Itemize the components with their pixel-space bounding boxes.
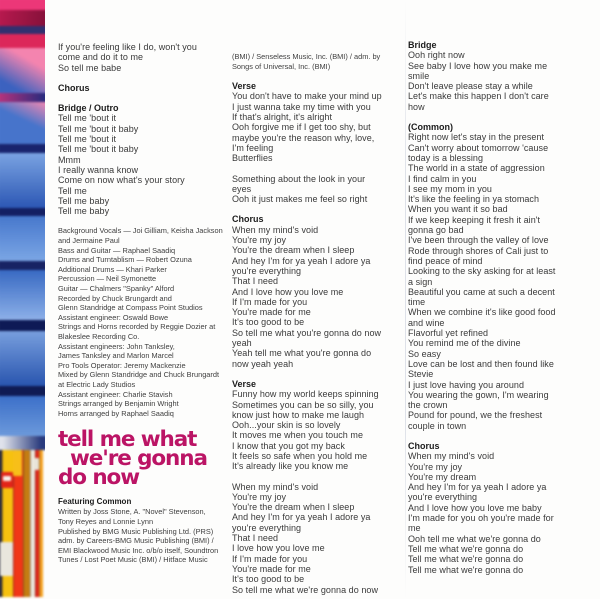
strip-band bbox=[0, 320, 45, 331]
text-line: If we keep keeping it fresh it ain't bbox=[408, 214, 541, 225]
strip-band bbox=[0, 144, 45, 153]
photo-strip bbox=[0, 0, 45, 599]
text-line: Tell me baby bbox=[58, 206, 110, 217]
text-line: You're my dream bbox=[408, 471, 477, 482]
text-line: gonna go bad bbox=[408, 225, 464, 236]
credits-block bbox=[58, 226, 228, 418]
song-title-line: tell me what bbox=[58, 427, 197, 453]
text-line: Additional Drums — Khari Parker bbox=[58, 264, 167, 274]
text-line: Assistant engineer: Charlie Stavish bbox=[58, 389, 173, 399]
section-heading: Verse bbox=[232, 378, 257, 389]
text-line: Mmm bbox=[58, 154, 81, 165]
text-line: at Electric Lady Studios bbox=[58, 379, 136, 389]
column-left bbox=[58, 42, 228, 565]
text-line: Sometimes you can be so silly, you bbox=[232, 399, 374, 410]
text-line: Background Vocals — Joi Gilliam, Keisha Jackson bbox=[58, 226, 223, 236]
text-line: Horns arranged by Raphael Saadiq bbox=[58, 408, 174, 418]
song-title bbox=[58, 427, 228, 491]
strip-band bbox=[0, 102, 45, 144]
text-line: Mixed by Glenn Standridge and Chuck Brungardt bbox=[58, 370, 220, 380]
lyrics-block bbox=[408, 441, 594, 575]
text-line: adm. by Careers-BMG Music Publishing (BMI) / bbox=[58, 536, 214, 546]
strip-band bbox=[0, 270, 45, 320]
text-line: If I'm made for you bbox=[232, 296, 308, 307]
text-line: So tell me what you're gonna do now bbox=[232, 327, 382, 338]
text-line: yeah bbox=[232, 338, 252, 349]
strip-patch bbox=[34, 458, 39, 470]
lyrics-block bbox=[232, 81, 404, 163]
text-line: Strings arranged by Benjamin Wright bbox=[58, 399, 179, 409]
text-line: Tony Reyes and Lonnie Lynn bbox=[58, 516, 154, 526]
text-line: Butterflies bbox=[232, 153, 273, 164]
text-line: Looking to the sky asking for at least bbox=[408, 266, 556, 277]
text-line: And I love how you love me bbox=[232, 286, 344, 297]
lyrics-block bbox=[58, 42, 228, 73]
text-line: It moves me when you touch me bbox=[232, 430, 364, 441]
text-line: me bbox=[408, 523, 421, 534]
strip-band bbox=[0, 216, 45, 261]
text-line: couple in town bbox=[408, 420, 467, 431]
text-line: you're everything bbox=[408, 492, 478, 503]
strip-band bbox=[0, 0, 45, 10]
credits-block bbox=[232, 52, 404, 71]
text-line: You're my joy bbox=[408, 461, 463, 472]
text-line: Percussion — Neil Symonette bbox=[58, 274, 157, 284]
booklet-fold-crease bbox=[405, 0, 406, 599]
text-line: It's too good to be bbox=[232, 574, 305, 585]
text-line: come and do it to me bbox=[58, 52, 144, 63]
text-line: I see my mom in you bbox=[408, 183, 492, 194]
text-line: I just wanna take my time with you bbox=[232, 101, 371, 112]
text-line: And hey I'm for ya yeah I adore ya bbox=[232, 512, 371, 523]
text-line: maybe you're the reason why, love, bbox=[232, 132, 375, 143]
text-line: and wine bbox=[408, 317, 445, 328]
text-line: When my mind's void bbox=[232, 224, 319, 235]
text-line: Tell me baby bbox=[58, 195, 110, 206]
text-line: Something about the look in your bbox=[232, 173, 366, 184]
text-line: Blakeslee Recording Co. bbox=[58, 331, 140, 341]
text-line: Tunes / Lost Poet Music (BMI) / Hitface Music bbox=[58, 555, 208, 565]
lyrics-block bbox=[58, 103, 228, 216]
text-line: I find calm in you bbox=[408, 173, 477, 184]
text-line: Love can be lost and then found like bbox=[408, 358, 554, 369]
text-line: It's too good to be bbox=[232, 317, 305, 328]
lyrics-block bbox=[408, 122, 594, 431]
strip-band bbox=[0, 153, 45, 208]
text-line: EMI Blackwood Music Inc. o/b/o itself, Soundtron bbox=[58, 545, 219, 555]
text-line: So easy bbox=[408, 348, 441, 359]
strip-products bbox=[0, 450, 45, 597]
text-line: I've been through the valley of love bbox=[408, 235, 549, 246]
text-line: Ooh it just makes me feel so right bbox=[232, 194, 368, 205]
text-line: It's already like you know me bbox=[232, 461, 349, 472]
text-line: and Jermaine Paul bbox=[58, 236, 120, 246]
strip-patch bbox=[3, 476, 11, 481]
text-line: Can't worry about tomorrow 'cause bbox=[408, 142, 549, 153]
column-middle bbox=[232, 42, 404, 595]
text-line: That I need bbox=[232, 533, 279, 544]
text-line: a sign bbox=[408, 276, 433, 287]
credits-block bbox=[58, 497, 228, 565]
text-line: Assistant engineers: John Tanksley, bbox=[58, 341, 175, 351]
strip-band bbox=[0, 331, 45, 386]
text-line: you're everything bbox=[232, 265, 302, 276]
text-line: And I love how you love me baby bbox=[408, 502, 542, 513]
text-line: Ooh forgive me if I get too shy, but bbox=[232, 122, 371, 133]
text-line: You're made for me bbox=[232, 307, 311, 318]
strip-band bbox=[0, 93, 45, 102]
text-line: When my mind's void bbox=[232, 481, 319, 492]
strip-band bbox=[0, 48, 45, 93]
text-line: Ooh...your skin is so lovely bbox=[232, 420, 341, 431]
text-line: Funny how my world keeps spinning bbox=[232, 389, 379, 400]
text-line: It feels so safe when you hold me bbox=[232, 450, 368, 461]
text-line: Yeah tell me what you're gonna do bbox=[232, 348, 372, 359]
strip-patch bbox=[13, 450, 22, 476]
text-line: Tell me what we're gonna do bbox=[408, 564, 524, 575]
text-line: Recorded by Chuck Brungardt and bbox=[58, 293, 172, 303]
text-line: Tell me what we're gonna do bbox=[408, 543, 524, 554]
text-line: Pro Tools Operator: Jeremy Mackenzie bbox=[58, 360, 186, 370]
text-line: I love how you love me bbox=[232, 543, 325, 554]
strip-band bbox=[0, 386, 45, 396]
text-line: Come on now what's your story bbox=[58, 175, 185, 186]
text-line: Written by Joss Stone, A. "Novel" Stevenson, bbox=[58, 507, 206, 517]
lyrics-block bbox=[408, 40, 594, 112]
text-line: I really wanna know bbox=[58, 164, 138, 175]
section-heading: Chorus bbox=[58, 82, 90, 93]
text-line: Tell me what we're gonna do bbox=[408, 554, 524, 565]
text-line: I know that you got my back bbox=[232, 440, 345, 451]
text-line: know just how to make me laugh bbox=[232, 409, 365, 420]
text-line: Tell me 'bout it baby bbox=[58, 123, 139, 134]
text-line: I'm feeling bbox=[232, 142, 274, 153]
text-line: So tell me babe bbox=[58, 62, 122, 73]
text-line: If that's alright, it's alright bbox=[232, 112, 333, 123]
text-line: So tell me what we're gonna do now bbox=[232, 584, 379, 595]
text-line: Songs of Universal, Inc. (BMI) bbox=[232, 61, 331, 71]
text-line: today is a blessing bbox=[408, 152, 483, 163]
product-bar bbox=[23, 450, 30, 597]
text-line: That I need bbox=[232, 276, 279, 287]
text-line: Pound for pound, we the freshest bbox=[408, 410, 543, 421]
song-title-line: we're gonna bbox=[70, 446, 207, 472]
text-line: Bass and Guitar — Raphael Saadiq bbox=[58, 245, 176, 255]
section-heading: Verse bbox=[232, 81, 257, 92]
text-line: eyes bbox=[232, 183, 252, 194]
strip-band bbox=[0, 34, 45, 48]
lyrics-block bbox=[232, 482, 404, 595]
text-line: I'm made for you oh you're made for bbox=[408, 513, 554, 524]
strip-band bbox=[0, 10, 45, 26]
text-line: Assistant engineer: Oswald Bowe bbox=[58, 312, 169, 322]
text-line: you're everything bbox=[232, 522, 302, 533]
text-line: You're made for me bbox=[232, 563, 311, 574]
text-line: When we combine it's like good food bbox=[408, 307, 556, 318]
text-line: The world in a state of aggression bbox=[408, 163, 545, 174]
strip-band bbox=[0, 261, 45, 270]
text-line: When my mind's void bbox=[408, 451, 495, 462]
text-line: You remind me of the divine bbox=[408, 338, 521, 349]
lyrics-block bbox=[232, 214, 404, 368]
text-line: Strings and Horns recorded by Reggie Dozier at bbox=[58, 322, 216, 332]
strip-band bbox=[0, 396, 45, 436]
text-line: Tell me 'bout it bbox=[58, 113, 117, 124]
text-line: Right now let's stay in the present bbox=[408, 132, 545, 143]
text-line: how bbox=[408, 101, 425, 112]
section-heading: Featuring Common bbox=[58, 497, 132, 507]
text-line: Rode through shores of Cali just to bbox=[408, 245, 549, 256]
text-line: Published by BMG Music Publishing Ltd. (PRS) bbox=[58, 526, 214, 536]
strip-band bbox=[0, 436, 45, 450]
text-line: You're the dream when I sleep bbox=[232, 245, 355, 256]
product-bar bbox=[39, 450, 43, 597]
text-line: And hey I'm for ya yeah I adore ya bbox=[232, 255, 371, 266]
text-line: If you're feeling like I do, won't you bbox=[58, 42, 197, 52]
text-line: You wearing the gown, I'm wearing bbox=[408, 389, 549, 400]
text-line: And hey I'm for ya yeah I adore ya bbox=[408, 482, 547, 493]
text-line: You're my joy bbox=[232, 491, 287, 502]
text-line: Tell me 'bout it bbox=[58, 134, 117, 145]
section-heading: Chorus bbox=[232, 214, 264, 225]
strip-band bbox=[0, 208, 45, 216]
text-line: find peace of mind bbox=[408, 255, 483, 266]
text-line: time bbox=[408, 297, 426, 308]
lyrics-block bbox=[232, 174, 404, 205]
text-line: I just love having you around bbox=[408, 379, 525, 390]
text-line: James Tanksley and Marlon Marcel bbox=[58, 351, 174, 361]
text-line: Ooh tell me what we're gonna do bbox=[408, 533, 541, 544]
photo-strip-image bbox=[0, 0, 45, 599]
text-line: smile bbox=[408, 70, 430, 81]
text-line: now yeah yeah bbox=[232, 358, 294, 369]
text-line: When you want it so bad bbox=[408, 204, 508, 215]
text-line: Let's make this happen I don't care bbox=[408, 91, 549, 102]
text-line: Flavorful yet refined bbox=[408, 328, 489, 339]
section-heading: Bridge / Outro bbox=[58, 103, 119, 114]
strip-band bbox=[0, 26, 45, 34]
text-line: You don't have to make your mind up bbox=[232, 91, 382, 102]
text-line: Guitar — Chalmers "Spanky" Alford bbox=[58, 284, 175, 294]
column-right bbox=[408, 40, 594, 575]
text-line: Tell me 'bout it baby bbox=[58, 144, 139, 155]
text-line: Stevie bbox=[408, 369, 434, 380]
text-line: Beautiful you came at such a decent bbox=[408, 286, 555, 297]
text-line: You're my joy bbox=[232, 235, 287, 246]
text-line: If I'm made for you bbox=[232, 553, 308, 564]
section-heading: Bridge bbox=[408, 40, 437, 50]
strip-patch bbox=[0, 542, 13, 576]
section-heading: Chorus bbox=[408, 440, 440, 451]
text-line: It's like the feeling in ya stomach bbox=[408, 194, 540, 205]
text-line: (BMI) / Senseless Music, Inc. (BMI) / adm. by bbox=[232, 52, 381, 61]
section-heading: (Common) bbox=[408, 122, 453, 133]
text-line: Glenn Standridge at Compass Point Studios bbox=[58, 303, 203, 313]
text-line: Ooh right now bbox=[408, 50, 465, 61]
song-title-line: do now bbox=[58, 465, 139, 491]
text-line: Tell me bbox=[58, 185, 87, 196]
lyrics-block bbox=[232, 379, 404, 472]
text-line: See baby I love how you make me bbox=[408, 60, 548, 71]
text-line: Don't leave please stay a while bbox=[408, 81, 533, 92]
text-line: You're the dream when I sleep bbox=[232, 502, 355, 513]
lyrics-block bbox=[58, 83, 228, 93]
text-line: the crown bbox=[408, 400, 448, 411]
text-line: Drums and Turntablism — Robert Ozuna bbox=[58, 255, 192, 265]
